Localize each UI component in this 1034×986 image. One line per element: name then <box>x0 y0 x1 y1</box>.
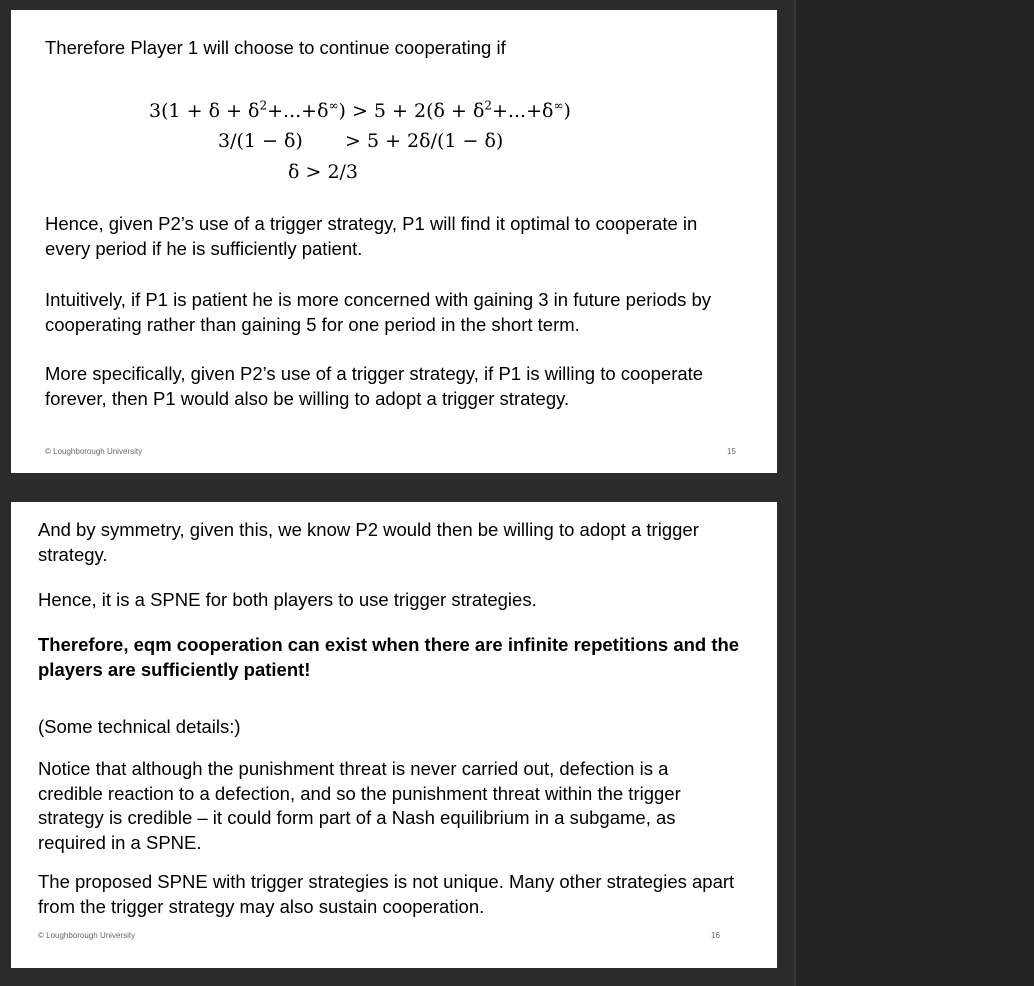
page-number: 15 <box>727 447 736 456</box>
math-line-3: δ > 2/3 <box>288 161 359 183</box>
math-line-2-rhs: > 5 + 2δ/(1 − δ) <box>345 130 504 152</box>
math-line-1: $3(1 + \delta + \delta^2+...+\delta^\infty) > 5 + 2(\delta + \delta^2+...+\delta^\infty)$ <box>149 98 571 122</box>
page-number: 16 <box>711 931 720 940</box>
slide-footer: © Loughborough University <box>38 931 136 940</box>
slide-footer: © Loughborough University <box>45 447 143 456</box>
slide-paragraph: Hence, given P2’s use of a trigger strategy, P1 will find it optimal to cooperate in every period if he is sufficiently patient. <box>45 213 698 259</box>
slide-16 <box>11 502 777 968</box>
slide-paragraph: Notice that although the punishment threat is never carried out, defection is a credible reaction to a defection, and so the punishment threat within the trigger strategy is credible – it could form part of a Nash equilibrium in a subgame, as required in a SPNE. <box>38 758 681 853</box>
slide-paragraph: More specifically, given P2’s use of a trigger strategy, if P1 is willing to cooperate forever, then P1 would also be willing to adopt a trigger strategy. <box>45 363 704 409</box>
slide-paragraph: Hence, it is a SPNE for both players to use trigger strategies. <box>38 589 537 610</box>
slide-intro-text: Therefore Player 1 will choose to continue cooperating if <box>45 37 506 58</box>
slide-paragraph: And by symmetry, given this, we know P2 would then be willing to adopt a trigger strategy. <box>38 519 699 565</box>
slide-conclusion-bold: Therefore, eqm cooperation can exist when there are infinite repetitions and the players are sufficiently patient! <box>38 634 740 680</box>
side-panel <box>796 0 1034 986</box>
math-line-2-lhs: 3/(1 − δ) <box>218 130 303 152</box>
slide-paragraph: Intuitively, if P1 is patient he is more concerned with gaining 3 in future periods by cooperating rather than gaining 5 for one period in the short term. <box>45 289 712 335</box>
slide-paragraph: The proposed SPNE with trigger strategies is not unique. Many other strategies apart from the trigger strategy may also sustain cooperation. <box>38 871 735 917</box>
slide-paragraph: (Some technical details:) <box>38 716 241 737</box>
slide-15 <box>11 10 777 473</box>
